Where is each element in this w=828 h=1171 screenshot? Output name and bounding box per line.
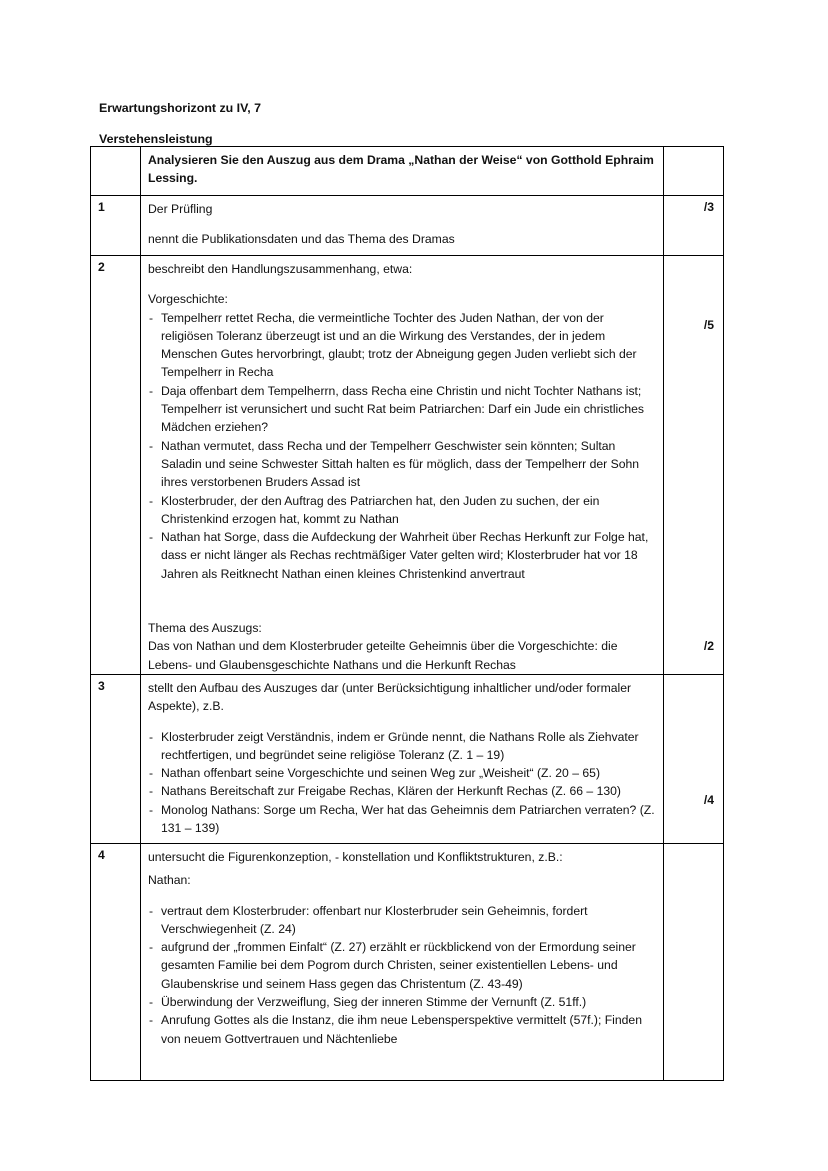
section-heading: Verstehensleistung <box>99 132 213 146</box>
list-item: - aufgrund der „frommen Einfalt“ (Z. 27) erzählt er rückblickend von der Ermordung seiner gesamten Familie bei dem Pogrom durch Christen, seiner existentiellen Lebens- und Glaubenskrise und seinem Hass gegen das Christentum (Z. 43-49) <box>148 938 657 993</box>
table-row-1 <box>91 196 724 256</box>
list-item: - vertraut dem Klosterbruder: offenbart nur Klosterbruder sein Geheimnis, fordert Verschwiegenheit (Z. 24) <box>148 902 657 939</box>
row-2-content <box>141 256 664 675</box>
row-number: 1 <box>91 196 141 256</box>
list-item: - Daja offenbart dem Tempelherrn, dass Recha eine Christin und nicht Tochter Nathans ist; Tempelherr ist verunsichert und sucht Rat beim Patriarchen: Darf ein Jude ein christliches Mädchen erziehen? <box>148 382 657 437</box>
row-4-list <box>148 902 657 1048</box>
row-2-intro: beschreibt den Handlungszusammenhang, etwa: <box>148 262 413 276</box>
document-title: Erwartungshorizont zu IV, 7 <box>99 101 262 115</box>
list-item: - Nathan hat Sorge, dass die Aufdeckung der Wahrheit über Rechas Herkunft zur Folge hat, dass er nicht länger als Rechas rechtmäßiger Vater gelten wird; Klosterbruder hat vor 18 Jahren als Reitknecht Nathan einen kleines Christenkind anvertraut <box>148 528 657 583</box>
row-4-subheading: Nathan: <box>148 873 191 888</box>
header-points-cell <box>664 147 724 196</box>
list-item: - Nathan offenbart seine Vorgeschichte und seinen Weg zur „Weisheit“ (Z. 20 – 65) <box>148 764 657 782</box>
list-item: - Tempelherr rettet Recha, die vermeintliche Tochter des Juden Nathan, der von der religiösen Toleranz überzeugt ist und an die Wirkung des Verstandes, der in jedem Menschen Gutes hervorbringt, glaubt; trotz der Abneigung gegen Juden verliebt sich der Tempelherr in Recha <box>148 309 657 382</box>
row-3-list <box>148 728 657 838</box>
row-1-content <box>141 196 664 256</box>
list-item: - Klosterbruder, der den Auftrag des Patriarchen hat, den Juden zu suchen, der ein Christenkind erzogen hat, kommt zu Nathan <box>148 492 657 529</box>
row-1-intro: Der Prüfling <box>148 202 213 216</box>
row-2-points-b: /2 <box>703 639 714 653</box>
table-row-3 <box>91 675 724 844</box>
table-header-row <box>91 147 724 196</box>
list-item: - Monolog Nathans: Sorge um Recha, Wer hat das Geheimnis dem Patriarchen verraten? (Z. 131 – 139) <box>148 801 657 838</box>
list-item: - Anrufung Gottes als die Instanz, die ihm neue Lebensperspektive vermittelt (57f.); Finden von neuem Gottvertrauen und Nächtenliebe <box>148 1011 657 1048</box>
row-number: 3 <box>91 675 141 844</box>
assessment-table <box>90 146 724 1081</box>
list-item: - Überwindung der Verzweiflung, Sieg der inneren Stimme der Vernunft (Z. 51ff.) <box>148 993 657 1011</box>
list-item: - Klosterbruder zeigt Verständnis, indem er Gründe nennt, die Nathans Rolle als Ziehvater rechtfertigen, und begründet seine religiöse Toleranz (Z. 1 – 19) <box>148 728 657 765</box>
row-3-intro: stellt den Aufbau des Auszuges dar (unter Berücksichtigung inhaltlicher und/oder formaler Aspekte), z.B. <box>148 681 632 714</box>
row-1-points-cell <box>664 196 724 256</box>
table-row-2 <box>91 256 724 675</box>
row-4-intro: untersucht die Figurenkonzeption, - konstellation und Konfliktstrukturen, z.B.: <box>148 850 563 864</box>
list-item: - Nathan vermutet, dass Recha und der Tempelherr Geschwister sein könnten; Sultan Saladin und seine Schwester Sittah halten es für möglich, dass der Tempelherr der Sohn ihres verstorbenen Bruders Assad ist <box>148 437 657 492</box>
row-1-text: nennt die Publikationsdaten und das Thema des Dramas <box>148 232 455 247</box>
header-num-cell <box>91 147 141 196</box>
row-number: 2 <box>91 256 141 675</box>
row-2-list <box>148 309 657 583</box>
list-item: - Nathans Bereitschaft zur Freigabe Rechas, Klären der Herkunft Rechas (Z. 66 – 130) <box>148 782 657 800</box>
task-header: Analysieren Sie den Auszug aus dem Drama „Nathan der Weise“ von Gotthold Ephraim Lessing. <box>141 147 664 196</box>
row-1-points: /3 <box>703 200 714 214</box>
row-2-points-a: /5 <box>703 318 714 332</box>
row-2-subheading: Vorgeschichte: <box>148 292 228 307</box>
row-3-points-cell <box>664 675 724 844</box>
row-4-content <box>141 844 664 1081</box>
row-2-theme-text: Das von Nathan und dem Klosterbruder geteilte Geheimnis über die Vorgeschichte: die Lebens- und Glaubensgeschichte Nathans und die Herkunft Rechas <box>148 639 618 672</box>
row-2-theme-heading: Thema des Auszugs: <box>148 621 262 636</box>
row-number: 4 <box>91 844 141 1081</box>
table-row-4 <box>91 844 724 1081</box>
row-3-points: /4 <box>703 793 714 807</box>
row-4-points-cell <box>664 844 724 1081</box>
row-3-content <box>141 675 664 844</box>
row-2-points-cell <box>664 256 724 675</box>
